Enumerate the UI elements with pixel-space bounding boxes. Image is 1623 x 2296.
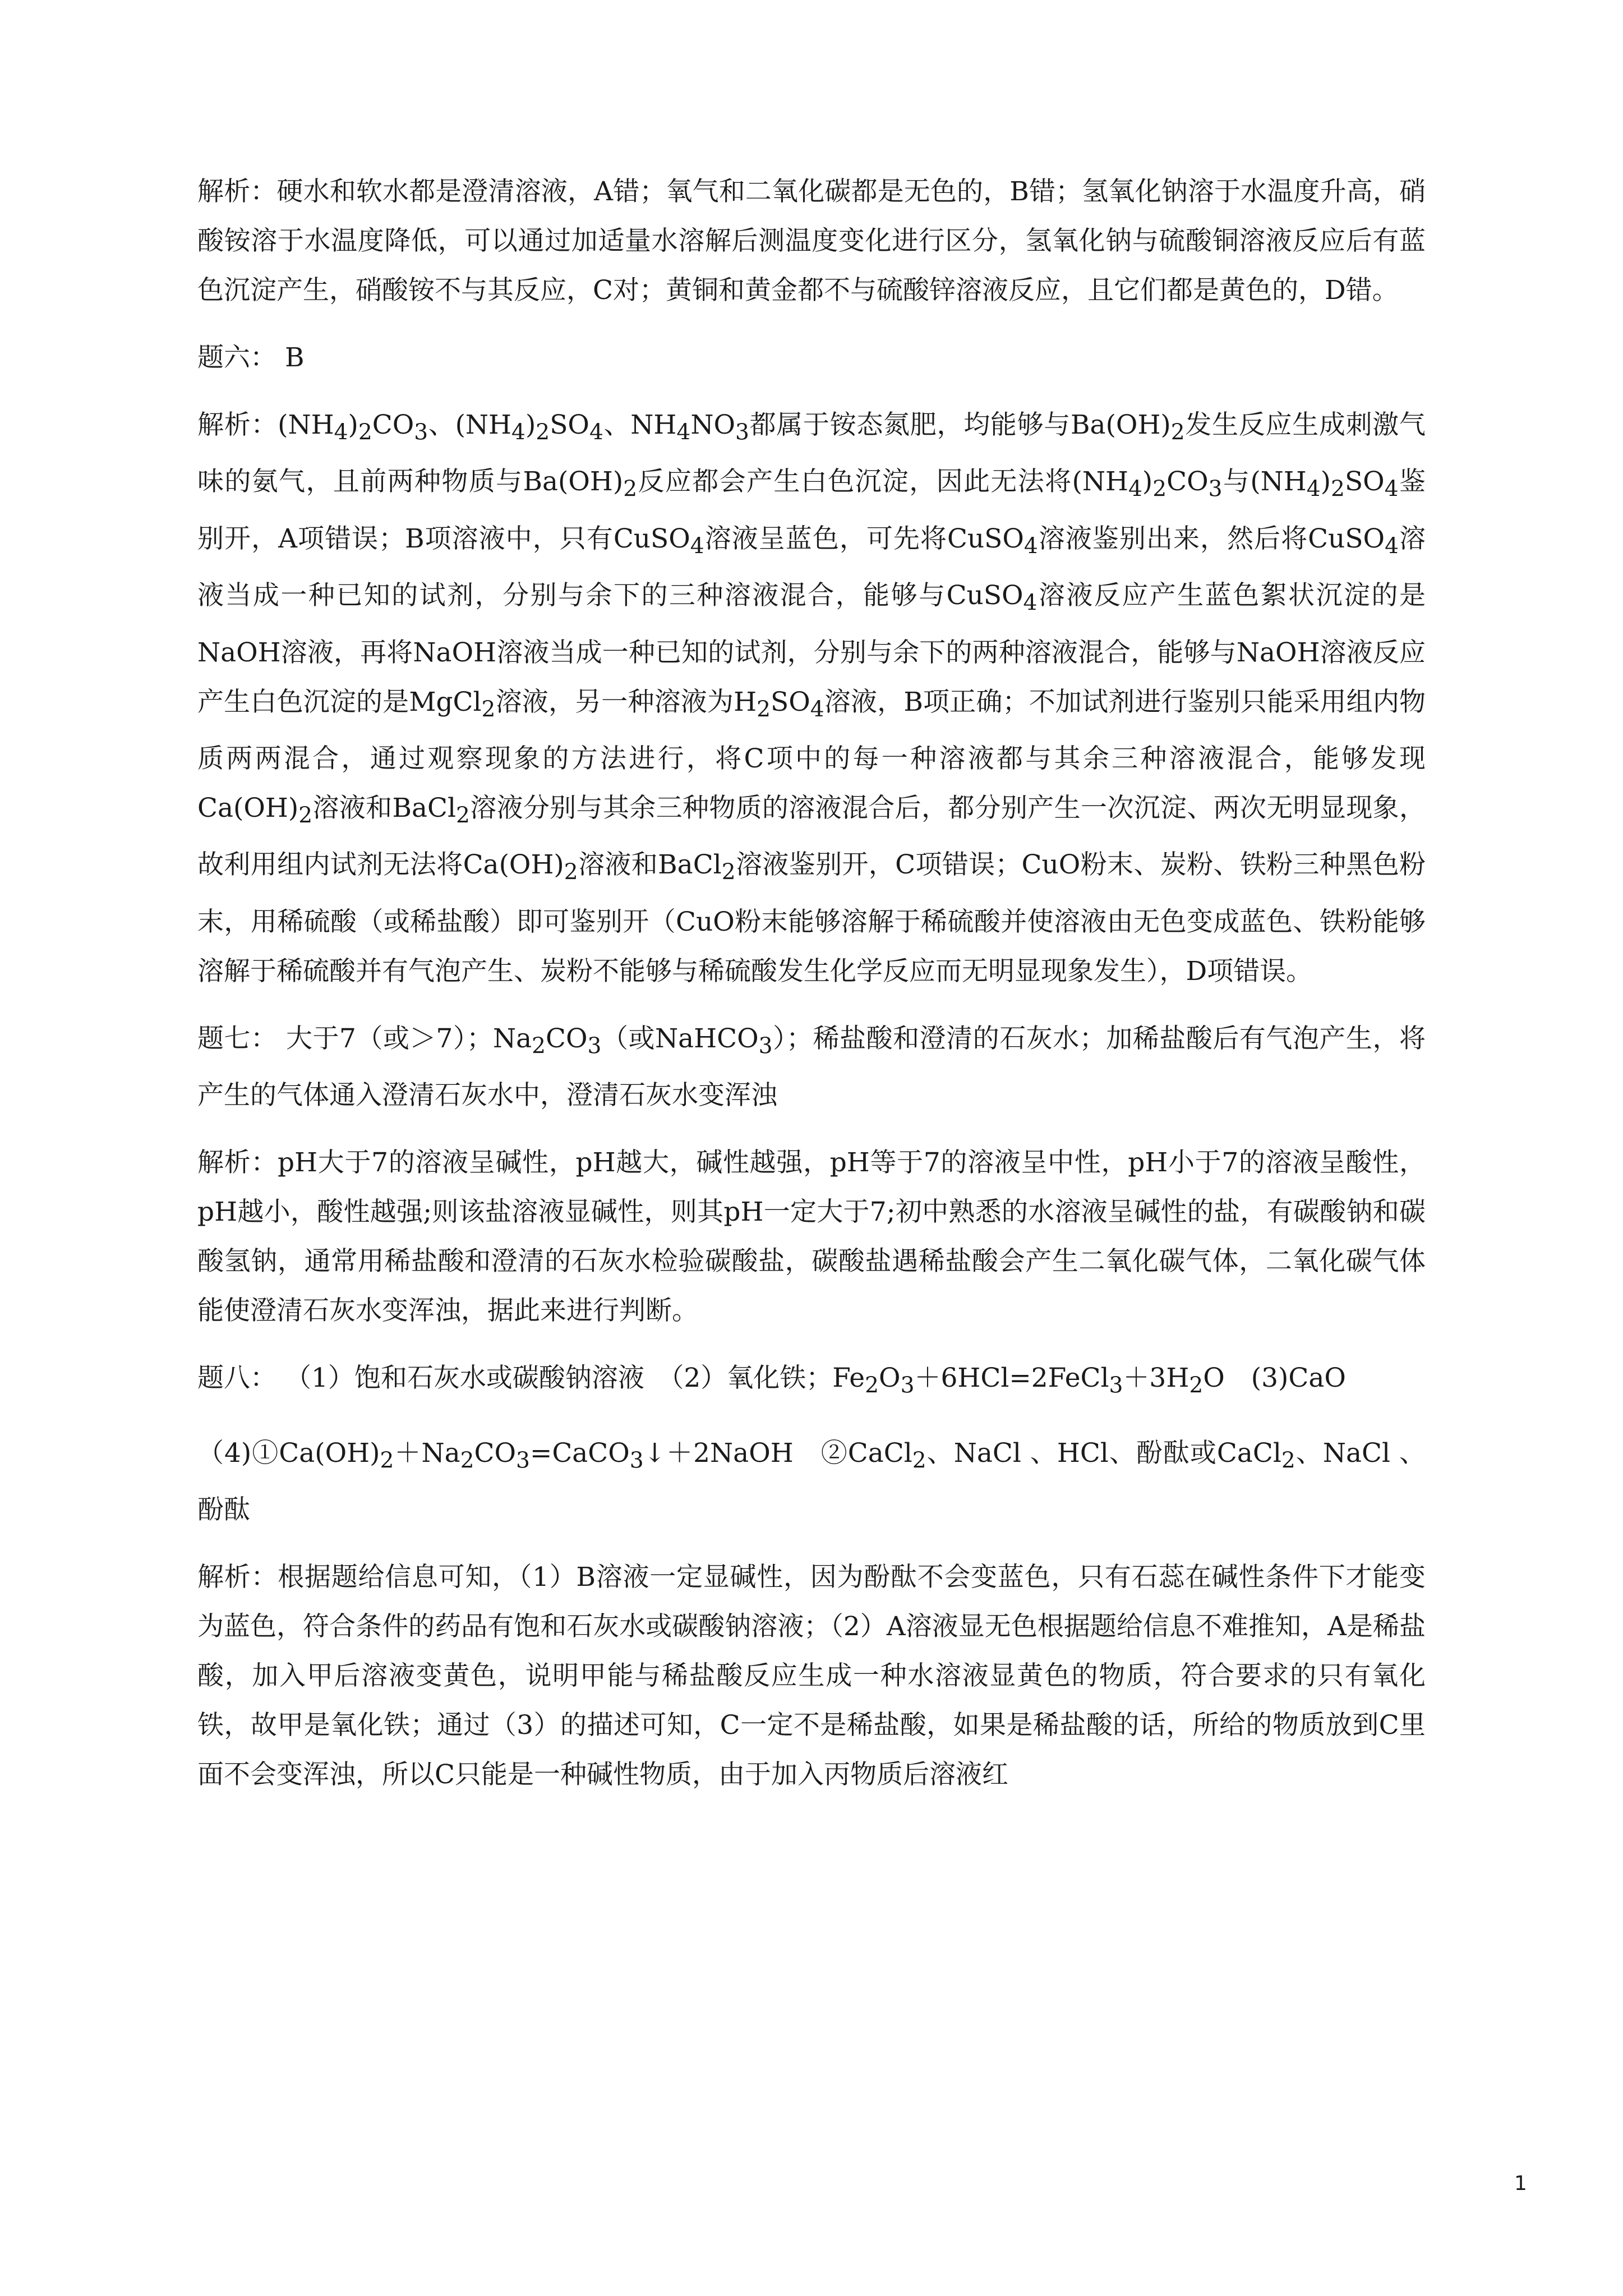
paragraph-answer-8-line-2 [197,1429,1426,1535]
text-run: 反应都会产生白色沉淀，因此无法将(NH [637,466,1128,498]
text-run: 溶液当成一种已知的试剂，分别与余下的三种溶液混合，能够与CuSO [197,523,1426,611]
subscript: 2 [481,696,496,722]
text-run: 与(NH [1222,466,1307,498]
text-run: CO [546,1023,588,1054]
text-run: NO [690,409,735,440]
text-run: ＋Na [394,1437,460,1469]
text-run: ) [525,409,536,440]
paragraph-analysis-8 [197,1553,1426,1800]
text-run: 溶液和BaCl [312,792,457,823]
subscript: 2 [1152,476,1167,502]
subscript: 4 [1023,533,1038,559]
paragraph-answer-8-line-1 [197,1354,1426,1410]
text-run: ) [1142,466,1153,498]
subscript: 2 [358,420,372,445]
text-run: CO [372,409,414,440]
subscript: 2 [1331,476,1345,502]
subscript: 2 [623,476,638,502]
subscript: 4 [1306,476,1321,502]
text-run: 解析：(NH [197,409,334,440]
paragraph-answer-7 [197,1014,1426,1120]
subscript: 2 [532,1033,546,1059]
text-run: 、(NH [428,409,512,440]
text-run: ) [348,409,358,440]
subscript: 2 [536,420,550,445]
subscript: 3 [735,420,749,445]
subscript: 4 [676,420,691,445]
subscript: 2 [460,1447,474,1473]
subscript: 4 [810,696,824,722]
subscript: 2 [298,803,313,829]
subscript: 2 [1170,420,1185,445]
text-run: 鉴别开，A项错误；B项溶液中，只有CuSO [197,466,1426,554]
text-run: 溶液分别与其余三种物质的溶液混合后，都分别产生一次沉淀、两次无明显现象，故利用组内试剂无法将Ca(OH) [197,792,1426,881]
paragraph-analysis-6 [197,401,1426,996]
subscript: 2 [757,696,771,722]
subscript: 3 [1208,476,1223,502]
text-run: CO [474,1437,517,1469]
subscript: 4 [1128,476,1142,502]
text-run: SO [1344,466,1385,498]
text-run: 解析：硬水和软水都是澄清溶液，A错；氧气和二氧化碳都是无色的，B错；氢氧化钠溶于水温度升高，硝酸铵溶于水温度降低，可以通过加适量水溶解后测温度变化进行区分，氢氧化钠与硫酸铜溶液反应后有蓝色沉淀产生，硝酸铵不与其反应，C对；黄铜和黄金都不与硫酸锌溶液反应，且它们都是黄色的，D错。 [197,176,1426,306]
text-run: ＋3H [1123,1363,1189,1394]
text-run: 溶液，另一种溶液为H [495,686,757,717]
text-run: 溶液和BaCl [578,849,722,881]
subscript: 2 [564,859,578,885]
text-run: 发生反应生成刺激气味的氨气，且前两种物质与Ba(OH) [197,409,1426,498]
paragraph-analysis-5 [197,167,1426,315]
text-run: =CaCO [529,1437,630,1469]
subscript: 4 [690,533,704,559]
subscript: 4 [334,420,348,445]
subscript: 4 [1385,533,1399,559]
subscript: 3 [900,1373,915,1398]
paragraph-analysis-7 [197,1138,1426,1336]
subscript: 3 [629,1447,644,1473]
subscript: 2 [912,1447,926,1473]
text-run: O [879,1363,901,1394]
subscript: 3 [1109,1373,1123,1398]
text-run: ↓＋2NaOH ②CaCl [643,1437,912,1469]
text-run: 溶液鉴别开，C项错误；CuO粉末、炭粉、铁粉三种黑色粉末，用稀硫酸（或稀盐酸）即可鉴别开（CuO粉末能够溶解于稀硫酸并使溶液由无色变成蓝色、铁粉能够溶解于稀硫酸并有气泡产生、炭粉不能够与稀硫酸发生化学反应而无明显现象发生），D项错误。 [197,849,1426,987]
text-run: CO [1166,466,1209,498]
subscript: 3 [516,1447,530,1473]
text-run: ＋6HCl=2FeCl [914,1363,1109,1394]
subscript: 2 [380,1447,394,1473]
page-number: 1 [1514,2172,1527,2195]
text-run: （4)①Ca(OH) [197,1437,380,1469]
text-run: 溶液反应产生蓝色絮状沉淀的是NaOH溶液，再将NaOH溶液当成一种已知的试剂，分别与余下的两种溶液混合，能够与NaOH溶液反应产生白色沉淀的是MgCl [197,580,1426,717]
text-run: 题八： （1）饱和石灰水或碳酸钠溶液 （2）氧化铁；Fe [197,1363,865,1394]
text-run: 溶液，B项正确；不加试剂进行鉴别只能采用组内物质两两混合，通过观察现象的方法进行，将C项中的每一种溶液都与其余三种溶液混合，能够发现Ca(OH) [197,686,1426,823]
subscript: 3 [414,420,428,445]
text-run: 解析：pH大于7的溶液呈碱性，pH越大，碱性越强，pH等于7的溶液呈中性，pH小于7的溶液呈酸性，pH越小，酸性越强;则该盐溶液显碱性，则其pH一定大于7;初中熟悉的水溶液呈碱性的盐，有碳酸钠和碳酸氢钠，通常用稀盐酸和澄清的石灰水检验碳酸盐，碳酸盐遇稀盐酸会产生二氧化碳气体，二氧化碳气体能使澄清石灰水变浑浊，据此来进行判断。 [197,1147,1426,1327]
subscript: 3 [587,1033,602,1059]
subscript: 2 [1189,1373,1204,1398]
text-run: 解析：根据题给信息可知，（1）B溶液一定显碱性，因为酚酞不会变蓝色，只有石蕊在碱性条件下才能变为蓝色，符合条件的药品有饱和石灰水或碳酸钠溶液；（2）A溶液显无色根据题给信息不难推知，A是稀盐酸，加入甲后溶液变黄色，说明甲能与稀盐酸反应生成一种水溶液显黄色的物质，符合要求的只有氧化铁，故甲是氧化铁；通过（3）的描述可知，C一定不是稀盐酸，如果是稀盐酸的话，所给的物质放到C里面不会变浑浊，所以C只能是一种碱性物质，由于加入丙物质后溶液红 [197,1561,1426,1790]
text-run: 溶液鉴别出来，然后将CuSO [1038,523,1385,554]
text-run: SO [771,686,810,717]
document-body [197,167,1426,1818]
subscript: 4 [589,420,603,445]
text-run: ) [1320,466,1331,498]
subscript: 4 [511,420,525,445]
subscript: 2 [1281,1447,1295,1473]
subscript: 4 [1384,476,1399,502]
text-run: 、NH [603,409,677,440]
text-run: ）；稀盐酸和澄清的石灰水；加稀盐酸后有气泡产生，将产生的气体通入澄清石灰水中，澄清石灰水变浑浊 [197,1023,1426,1111]
subscript: 3 [758,1033,773,1059]
subscript: 2 [865,1373,879,1398]
text-run: 题七： 大于7（或＞7）；Na [197,1023,532,1054]
text-run: 溶液呈蓝色，可先将CuSO [704,523,1024,554]
text-run: SO [550,409,589,440]
subscript: 2 [456,803,470,829]
text-run: 、NaCl 、HCl、酚酞或CaCl [926,1437,1281,1469]
subscript: 4 [1023,590,1038,616]
subscript: 2 [721,859,736,885]
text-run: O (3)CaO [1203,1363,1346,1394]
text-run: 题六： B [197,342,305,373]
text-run: 、NaCl 、酚酞 [197,1437,1426,1525]
text-run: （或NaHCO [601,1023,759,1054]
paragraph-answer-6 [197,333,1426,383]
text-run: 都属于铵态氮肥，均能够与Ba(OH) [749,409,1171,440]
